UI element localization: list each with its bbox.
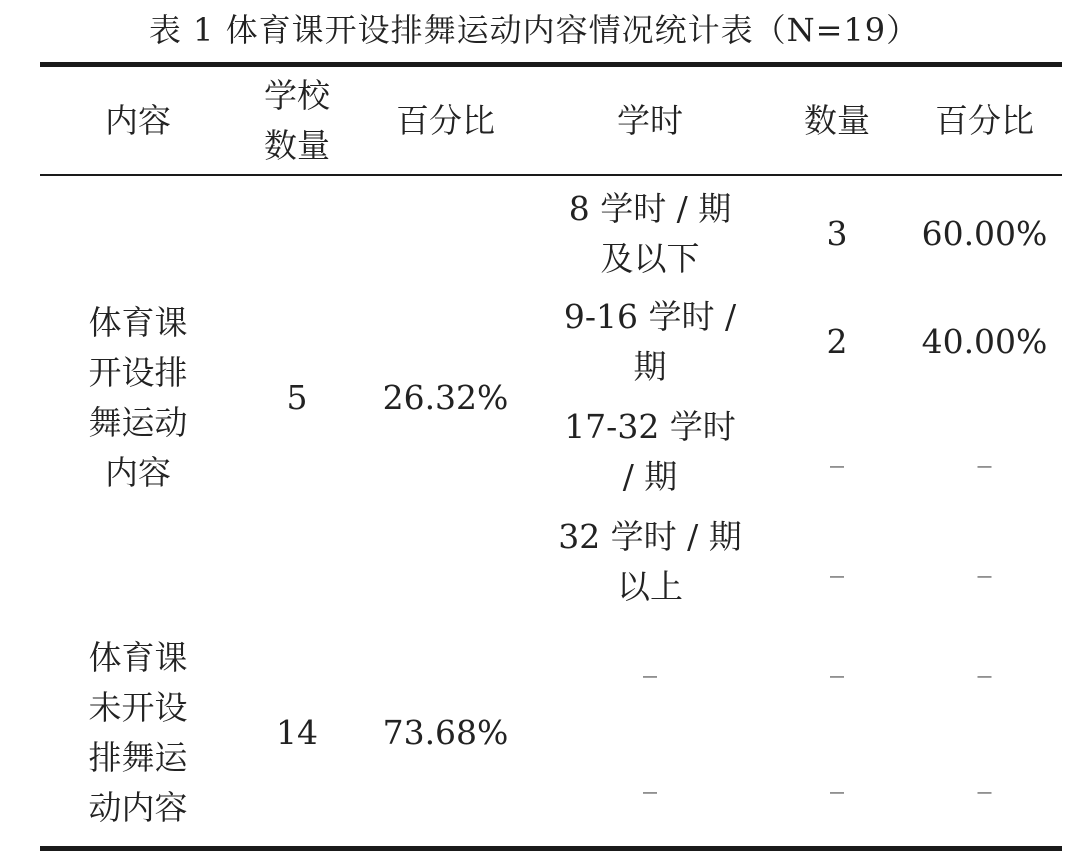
row-1-sub-4-count: _ xyxy=(830,545,844,578)
row-1-school-count: 5 xyxy=(286,378,308,417)
bottom-rule xyxy=(40,846,1062,851)
header-hours: 学时 xyxy=(617,101,683,140)
header-school-count: 学校 数量 xyxy=(264,76,330,165)
row-1-sub-2-percent: 40.00% xyxy=(921,322,1048,361)
row-1-sub-2-hours: 9-16 学时 / 期 xyxy=(563,297,737,386)
header-percent: 百分比 xyxy=(396,101,495,140)
header-content: 内容 xyxy=(105,101,171,140)
row-2-sub-1-count: _ xyxy=(830,645,844,678)
row-2-sub-2-hours: _ xyxy=(643,761,657,794)
row-2-sub-2-percent: _ xyxy=(977,761,992,794)
row-1-sub-3-count: _ xyxy=(830,435,844,468)
row-1-sub-1-percent: 60.00% xyxy=(921,214,1048,253)
row-2-school-count: 14 xyxy=(276,713,318,752)
row-2-content: 体育课 未开设 排舞运 动内容 xyxy=(88,638,188,827)
header-count: 数量 xyxy=(804,101,870,140)
row-1-sub-4-percent: _ xyxy=(977,545,992,578)
header-rule xyxy=(40,174,1062,176)
row-1-sub-3-hours: 17-32 学时 / 期 xyxy=(564,407,736,496)
row-2-sub-2-count: _ xyxy=(830,761,844,794)
header-percent-2: 百分比 xyxy=(935,101,1034,140)
row-1-percent: 26.32% xyxy=(382,378,509,417)
row-2-sub-1-hours: _ xyxy=(643,645,657,678)
row-1-sub-2-count: 2 xyxy=(826,322,848,361)
table-caption: 表 1 体育课开设排舞运动内容情况统计表（N=19） xyxy=(148,11,920,49)
row-1-sub-1-count: 3 xyxy=(826,214,848,253)
top-rule xyxy=(40,62,1062,67)
row-1-sub-3-percent: _ xyxy=(977,435,992,468)
row-1-content: 体育课 开设排 舞运动 内容 xyxy=(88,303,188,492)
row-2-sub-1-percent: _ xyxy=(977,645,992,678)
row-1-sub-4-hours: 32 学时 / 期 以上 xyxy=(558,517,742,606)
row-2-percent: 73.68% xyxy=(382,713,509,752)
row-1-sub-1-hours: 8 学时 / 期 及以下 xyxy=(568,189,732,278)
